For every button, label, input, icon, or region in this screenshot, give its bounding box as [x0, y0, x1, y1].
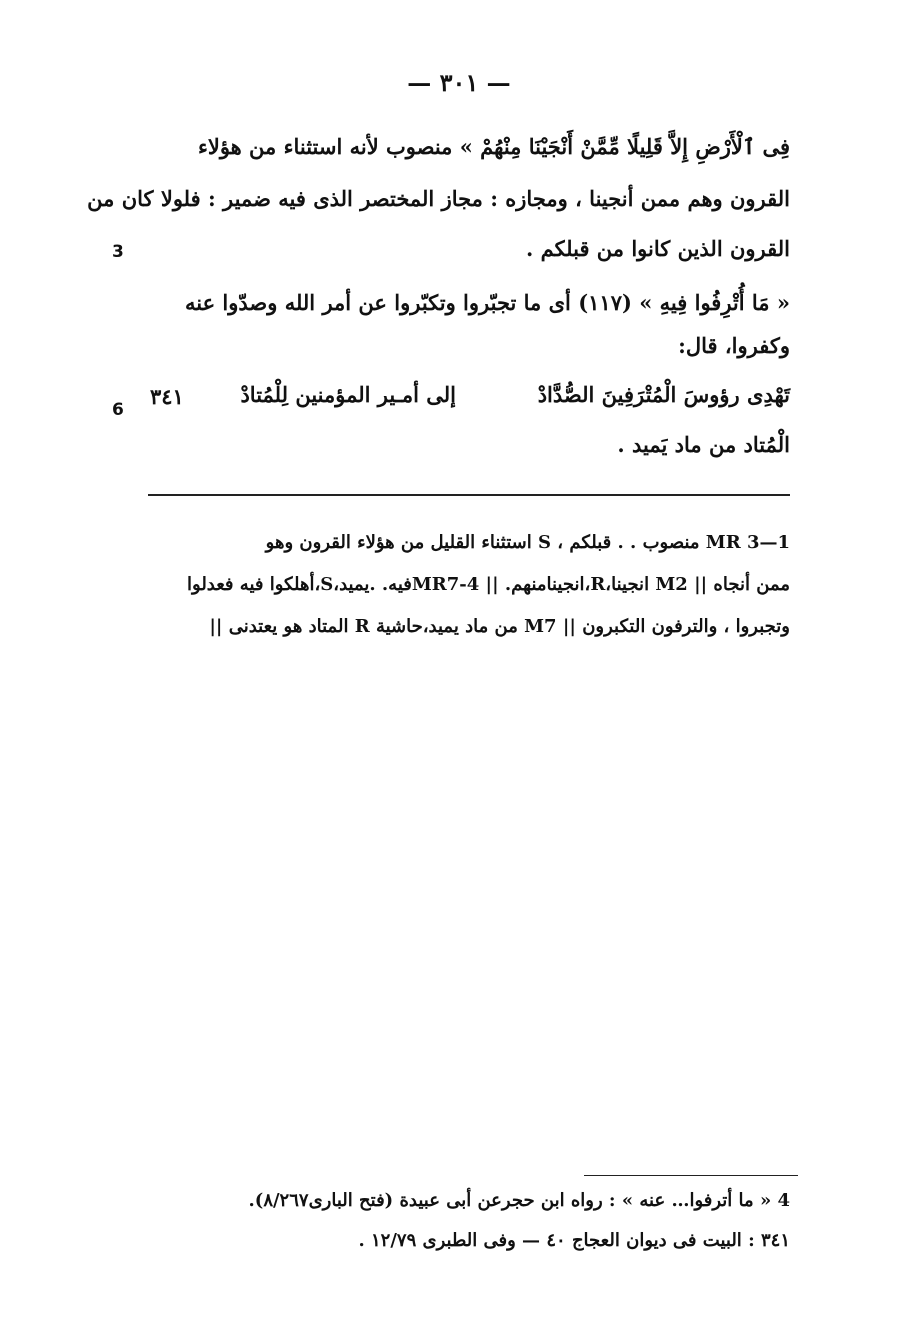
main-text-line: القرون وهم ممن أنجينا ، ومجازه : مجاز المختصر الذى فيه ضمير : فلولا كان من	[87, 186, 790, 211]
footnote-line: ٣٤١ : البيت فى ديوان العجاج ٤٠ — وفى الطبرى ١٢/٧٩ .	[358, 1230, 790, 1251]
apparatus-line: ممن أنجاه || M2 انجينا،R،انجينامنهم. || MR7-4فيه. .يميد،S،أهلكوا فيه فعدلوا	[187, 574, 790, 595]
poem-first-hemistich: تَهْدِى رؤوسَ الْمُتْرَفِينَ الصُّدَّادْ	[537, 382, 790, 407]
margin-line-number: 6	[112, 400, 124, 420]
poem-number: ٣٤١	[150, 384, 184, 409]
main-text-line: وكفروا، قال:	[678, 333, 790, 358]
margin-line-number: 3	[112, 242, 124, 262]
apparatus-line: وتجبروا ، والترفون التكبرون || M7 من ماد يميد،حاشية R المتاد هو يعتدنى ||	[209, 616, 790, 637]
poem-second-hemistich: إلى أمـير المؤمنين لِلْمُتادْ	[240, 382, 456, 407]
main-text-line: القرون الذين كانوا من قبلكم .	[525, 236, 790, 261]
main-text-line: الْمُتاد من ماد يَميد .	[617, 432, 790, 457]
section-divider	[148, 494, 790, 496]
footnote-divider	[584, 1175, 798, 1176]
page-number: — ٣٠١ —	[407, 68, 511, 97]
main-text-line: « مَا أُتْرِفُوا فِيهِ » (١١٧) أى ما تجبّروا وتكبّروا عن أمر الله وصدّوا عنه	[184, 290, 790, 315]
main-text-line: فِى ٱلْأَرْضِ إِلاَّ قَلِيلًا مِّمَّنْ أَنْجَيْنَا مِنْهُمْ » منصوب لأنه استثناء من هؤلاء	[197, 134, 790, 159]
footnote-line: 4 « ما أترفوا… عنه » : رواه ابن حجرعن أبى عبيدة (فتح البارى٨/٢٦٧).	[248, 1190, 790, 1211]
apparatus-line: MR 3—1 منصوب . . قبلكم ، S استثناء القليل من هؤلاء القرون وهو	[265, 532, 790, 553]
